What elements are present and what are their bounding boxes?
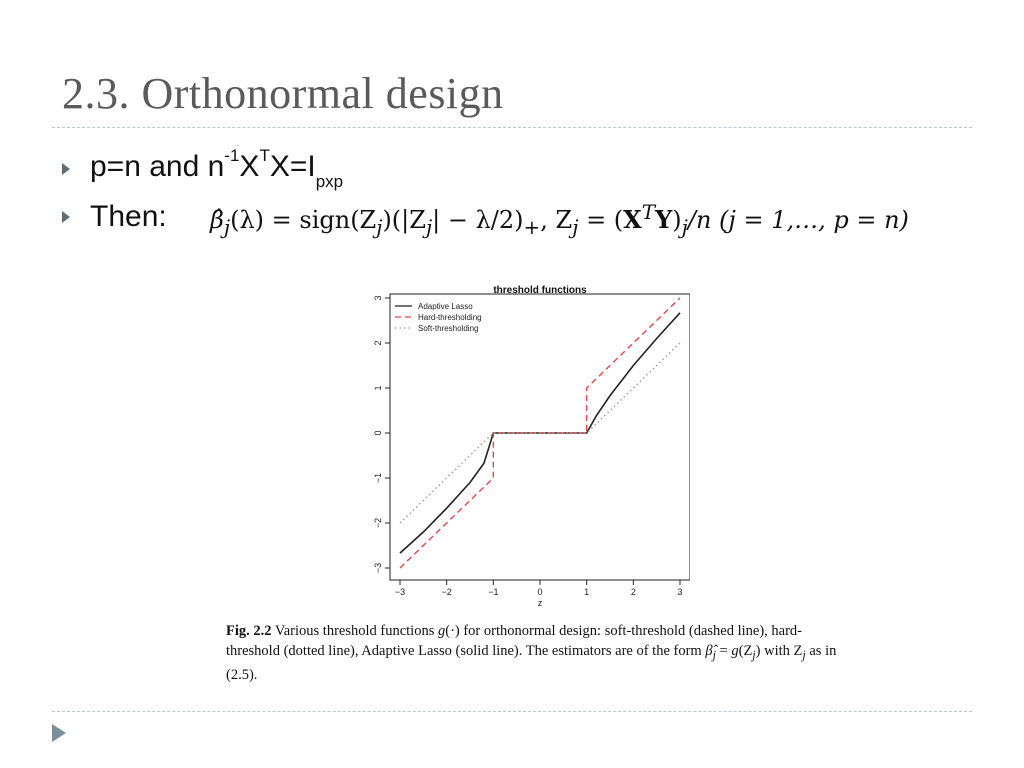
chart-title: threshold functions bbox=[493, 285, 587, 296]
bullet-text-2: Then: bbox=[90, 200, 167, 233]
legend-label: Soft-thresholding bbox=[418, 324, 479, 333]
bullet-text-1: p=n and $n^{-1}X^TX=I_{pxp}$ bbox=[90, 146, 344, 191]
legend-label: Hard-thresholding bbox=[418, 313, 482, 322]
threshold-functions-chart bbox=[360, 280, 690, 610]
y-tick-label: −1 bbox=[373, 472, 383, 484]
bullet-item-2 bbox=[62, 200, 167, 234]
y-tick-label: −2 bbox=[373, 517, 383, 529]
y-tick-label: 1 bbox=[373, 385, 383, 391]
x-tick-label: −3 bbox=[394, 587, 406, 597]
y-tick-label: 0 bbox=[373, 430, 383, 436]
bullet-arrow-icon bbox=[62, 211, 70, 223]
x-tick-label: 3 bbox=[677, 587, 683, 597]
bullet-arrow-icon bbox=[62, 163, 70, 175]
x-tick-label: −1 bbox=[488, 587, 499, 597]
title-divider bbox=[52, 127, 972, 128]
bullet-item-1 bbox=[62, 146, 344, 191]
slide-nav-arrow-icon[interactable] bbox=[52, 724, 66, 742]
formula: $\betâ_j(\lambda)$ = $sign(Z_j)(|Z_j| - \lambda/2)_+$, $Z_j = (X^TY)_j/n$ (j = 1,…, p = n) bbox=[210, 200, 909, 239]
x-tick-label: 0 bbox=[537, 587, 543, 597]
legend-label: Adaptive Lasso bbox=[418, 302, 473, 311]
series-line-soft-thresholding bbox=[400, 343, 680, 523]
x-axis-label: z bbox=[537, 598, 543, 608]
y-tick-label: −3 bbox=[373, 562, 383, 574]
figure-caption: Fig. 2.2 Various threshold functions g(·) for orthonormal design: soft-threshold (dashed line), hard-threshold (dotted line), Adaptive Lasso (solid line). The estimators are of the form $\betâ_j = g(Z_j)$ with $Z_j$ as in (2.5). bbox=[226, 623, 837, 683]
x-tick-label: 2 bbox=[630, 587, 636, 597]
plot-frame bbox=[390, 294, 690, 580]
x-tick-label: 1 bbox=[584, 587, 590, 597]
y-tick-label: 2 bbox=[373, 340, 383, 346]
y-tick-label: 3 bbox=[373, 295, 383, 301]
slide-title: 2.3. Orthonormal design bbox=[62, 69, 504, 118]
x-tick-label: −2 bbox=[441, 587, 452, 597]
footer-divider bbox=[52, 711, 972, 712]
